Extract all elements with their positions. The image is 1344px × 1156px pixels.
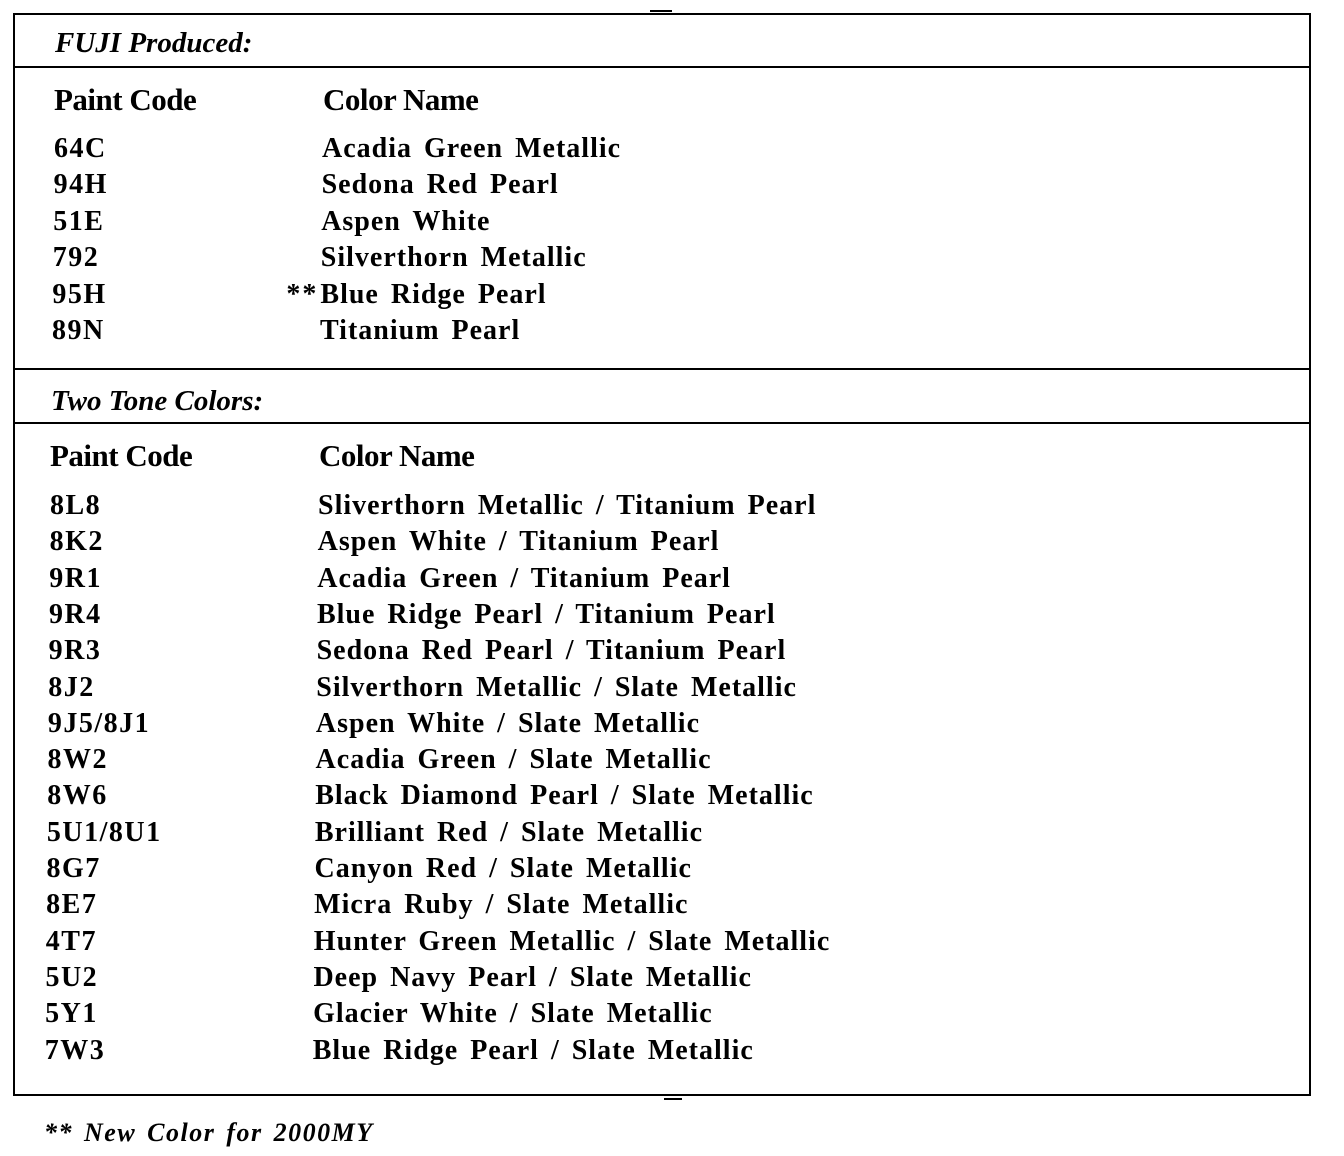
table-row (15, 563, 1309, 599)
paint-code: 64C (54, 133, 107, 164)
paint-code: 8W2 (47, 744, 109, 776)
color-name-text: Acadia Green Metallic (322, 133, 622, 164)
table-row (15, 708, 1309, 744)
color-name (316, 708, 700, 740)
table-row (15, 889, 1309, 925)
color-name-text: Hunter Green Metallic / Slate Metallic (313, 925, 831, 957)
paint-code-table (13, 13, 1311, 1096)
color-name (313, 1035, 754, 1067)
color-name (318, 526, 720, 558)
table-row (15, 672, 1309, 708)
color-name-text: Black Diamond Pearl / Slate Metallic (315, 780, 814, 812)
paint-code: 94H (53, 169, 108, 201)
color-name (321, 242, 587, 274)
paint-code: 792 (52, 242, 100, 274)
color-name-text: Deep Navy Pearl / Slate Metallic (313, 961, 752, 993)
color-name-text: Canyon Red / Slate Metallic (314, 853, 692, 884)
scan-mark-bottom (664, 1098, 682, 1100)
two-tone-color-name-header: Color Name (319, 438, 475, 473)
color-name (317, 635, 787, 667)
table-row (15, 1035, 1309, 1071)
color-name (322, 169, 559, 201)
paint-code: 4T7 (45, 925, 97, 957)
color-name-text: Glacier White / Slate Metallic (313, 998, 713, 1030)
paint-code: 9J5/8J1 (47, 707, 151, 739)
two-tone-paint-code-header: Paint Code (50, 438, 193, 473)
color-name (286, 278, 547, 311)
color-name (313, 962, 751, 994)
table-row (15, 926, 1309, 962)
new-color-marker: ** (286, 278, 319, 310)
color-name-text: Acadia Green / Slate Metallic (315, 744, 712, 776)
color-name-text: Silverthorn Metallic / Slate Metallic (316, 671, 797, 703)
color-name (321, 206, 490, 238)
color-name-text: Aspen White / Titanium Pearl (317, 526, 720, 558)
color-name-text: Silverthorn Metallic (320, 242, 587, 274)
color-name-text: Acadia Green / Titanium Pearl (317, 562, 731, 594)
table-row (15, 526, 1309, 562)
table-row (15, 599, 1309, 635)
color-name-text: Aspen White / Slate Metallic (315, 707, 701, 739)
table-row (15, 853, 1309, 889)
paint-code: 5U1/8U1 (46, 816, 162, 848)
paint-code: 51E (53, 205, 105, 237)
color-name-text: Micra Ruby / Slate Metallic (314, 889, 689, 921)
color-name (322, 133, 621, 165)
table-row (15, 998, 1309, 1034)
table-row (15, 490, 1309, 526)
footnote: ** New Color for 2000MY (44, 1118, 374, 1147)
paint-code: 9R3 (48, 635, 102, 667)
color-name (315, 853, 692, 885)
fuji-paint-code-header: Paint Code (54, 82, 197, 117)
color-name (314, 926, 831, 958)
color-name-text: Sedona Red Pearl / Titanium Pearl (316, 635, 787, 667)
paint-code: 8W6 (47, 780, 108, 812)
fuji-color-name-header: Color Name (323, 82, 479, 117)
two-tone-title-divider (15, 422, 1311, 424)
table-row (15, 133, 1309, 169)
paint-code: 5U2 (45, 961, 99, 993)
color-name (315, 817, 703, 849)
table-row (15, 744, 1309, 780)
two-tone-section-title: Two Tone Colors: (51, 385, 264, 417)
color-name (318, 490, 816, 522)
paint-code: 8E7 (46, 889, 98, 921)
fuji-title-divider (15, 66, 1311, 68)
table-row (15, 242, 1309, 278)
color-name (316, 672, 797, 704)
color-name-text: Brilliant Red / Slate Metallic (314, 816, 704, 848)
table-row (15, 635, 1309, 671)
color-name-text: Blue Ridge Pearl / Titanium Pearl (316, 598, 776, 630)
paint-code: 89N (52, 315, 105, 346)
paint-code: 95H (52, 278, 107, 310)
color-name (313, 998, 713, 1030)
paint-code: 9R4 (48, 598, 102, 630)
color-name (315, 780, 814, 812)
color-name-text: Titanium Pearl (320, 315, 521, 346)
table-row (15, 817, 1309, 853)
color-name (317, 563, 731, 595)
table-row (15, 315, 1309, 351)
table-row (15, 206, 1309, 242)
paint-code: 8J2 (48, 671, 95, 703)
fuji-section-title: FUJI Produced: (55, 27, 253, 59)
paint-code: 7W3 (44, 1034, 106, 1066)
color-name-text: Aspen White (321, 205, 491, 237)
color-name (316, 744, 712, 776)
table-row (15, 169, 1309, 205)
color-name (314, 889, 688, 921)
color-name (320, 315, 520, 347)
color-name-text: Sliverthorn Metallic / Titanium Pearl (318, 490, 817, 521)
table-row (15, 279, 1309, 315)
color-name-text: Blue Ridge Pearl / Slate Metallic (312, 1034, 754, 1066)
paint-code: 8K2 (49, 526, 104, 558)
table-row (15, 962, 1309, 998)
paint-code: 8G7 (46, 853, 101, 884)
section-divider (15, 368, 1311, 370)
paint-code: 9R1 (49, 562, 103, 594)
table-row (15, 780, 1309, 816)
color-name-text: Blue Ridge Pearl (320, 278, 547, 310)
paint-code: 8L8 (50, 490, 102, 521)
color-name (317, 599, 776, 631)
paint-code: 5Y1 (45, 998, 98, 1030)
color-name-text: Sedona Red Pearl (321, 169, 559, 201)
scan-mark-top (650, 10, 672, 12)
